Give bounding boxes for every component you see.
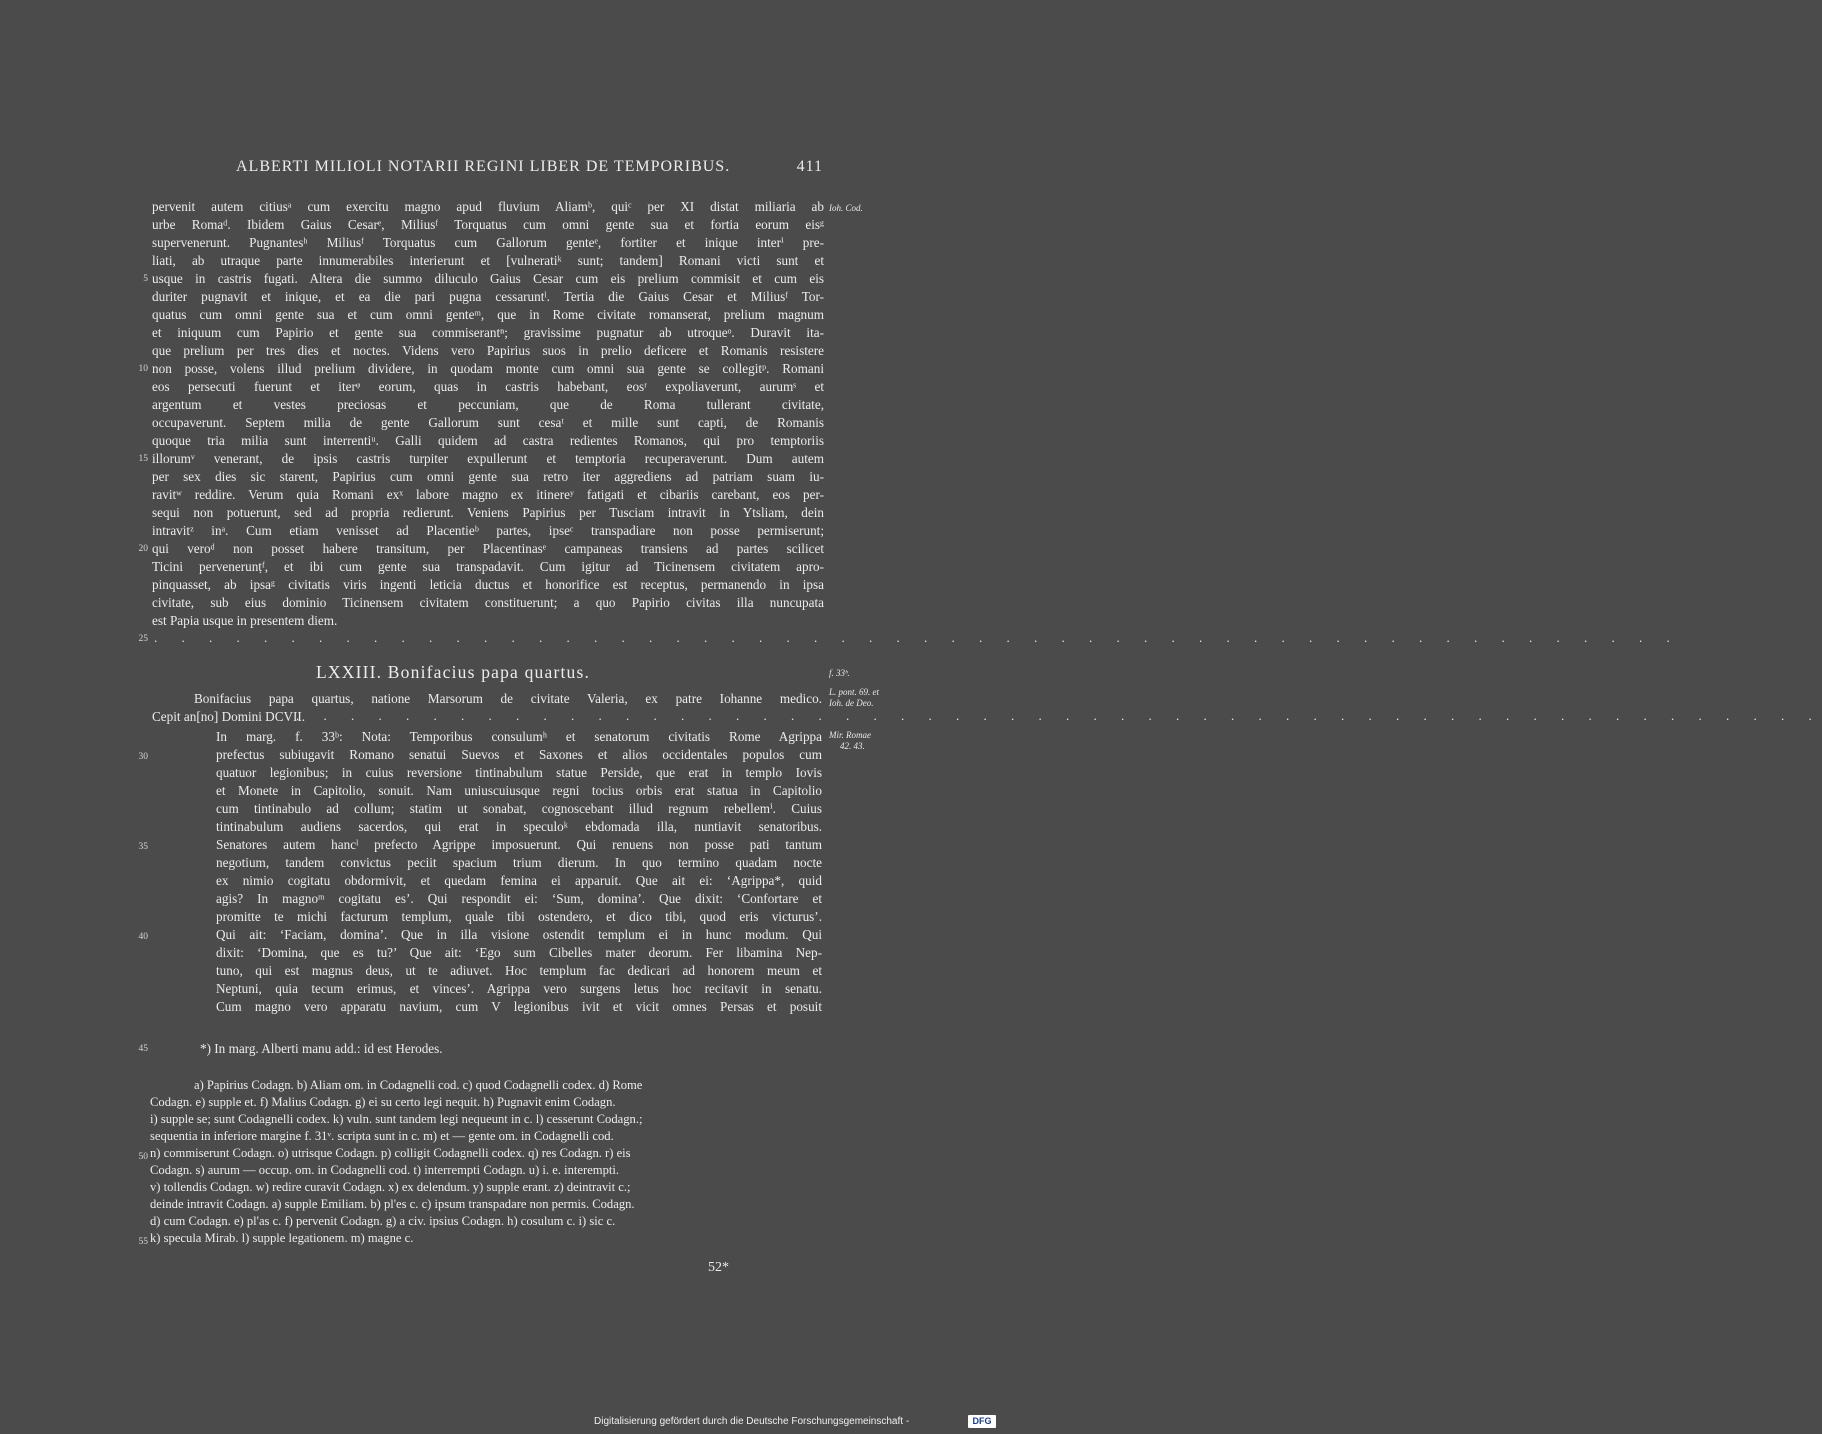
apparatus-line: n) commiserunt Codagn. o) utrisque Codagn. p) colligit Codagnelli codex. q) res Codagn. r) eis — [150, 1146, 631, 1160]
chapter-intro-line: Bonifacius papa quartus, natione Marsorum de civitate Valeria, ex patre Iohanne medico. — [194, 691, 822, 706]
margin-source-note: Mir. Romae — [829, 730, 871, 740]
text-line: duriter pugnavit et inique, et ea die pari pugna cessaruntˡ. Tertia die Gaius Cesar et Miliusᶠ Tor- — [152, 289, 824, 304]
text-line: Neptuni, quia tecum erimus, et vinces’. Agrippa vero surgens letus hoc recitavit in senatu. — [216, 981, 822, 996]
funding-credit: Digitalisierung gefördert durch die Deutsche Forschungsgemeinschaft - — [594, 1416, 910, 1427]
text-line: supervenerunt. Pugnantesʰ Miliusᶠ Torquatus cum Gallorum genteᵉ, fortiter et inique interⁱ pre- — [152, 235, 824, 250]
ellipsis-line: . . . . . . . . . . . . . . . . . . . . . . . . . . . . . . . . . . . . . . . . . . . . . . . . . . . . . . . . — [154, 630, 1681, 645]
line-number: 40 — [138, 932, 148, 942]
apparatus-line: sequentia in inferiore margine f. 31ᵛ. scripta sunt in c. m) et — gente om. in Codagnelli cod. — [150, 1129, 614, 1143]
text-line: promitte te michi facturum templum, quale tibi ostendero, et dico tibi, quod eris victurus’. — [216, 909, 822, 924]
text-line: tuno, qui est magnus deus, ut te adiuvet. Hoc templum fac dedicari ad honorem meum et — [216, 963, 822, 978]
ellipsis-line: . . . . . . . . . . . . . . . . . . . . . . . . . . . . . . . . . . . . . . . . . . . . . . . . . . . . . . . . — [296, 708, 1822, 723]
text-line: quoque tria milia sunt interrentiᵘ. Galli quidem ad castra redientes Romanos, qui pro temptoriis — [152, 433, 824, 448]
line-number: 5 — [143, 274, 148, 284]
text-line: per sex dies sic starent, Papirius cum omni gente sua retro iter aggrediens ad patriam suam iu- — [152, 469, 824, 484]
text-line: illorumᵛ venerant, de ipsis castris turpiter expullerunt et temptoria recuperaverunt. Dum autem — [152, 451, 824, 466]
text-line: sequi non potuerunt, sed ad propria redierunt. Veniens Papirius per Tusciam intravit in Ytsliam, dein — [152, 505, 824, 520]
text-line: pervenit autem citiusᵃ cum exercitu magno apud fluvium Aliamᵇ, quiᶜ per XI distat miliaria ab — [152, 199, 824, 214]
text-line: argentum et vestes preciosas et peccuniam, que de Roma tullerant civitate, — [152, 397, 824, 412]
apparatus-line: i) supple se; sunt Codagnelli codex. k) vuln. sunt tandem legi nequeunt in c. l) cesserunt Codagn.; — [150, 1112, 643, 1126]
star-footnote: *) In marg. Alberti manu add.: id est Herodes. — [200, 1041, 443, 1056]
text-line: tintinabulum audiens sacerdos, qui erat in speculoᵏ ebdomada illa, nuntiavit senatoribus. — [216, 819, 822, 834]
line-number: 20 — [138, 544, 148, 554]
text-line: qui verоᵈ non posset habere transitum, per Placentinasᵉ campaneas transiens ad partes scilicet — [152, 541, 824, 556]
apparatus-line: k) specula Mirab. l) supple legationem. m) magne c. — [150, 1231, 414, 1245]
line-number: 15 — [138, 454, 148, 464]
text-line: prefectus subiugavit Romano senatui Suevos et Saxones et alios occidentales populos cum — [216, 747, 822, 762]
text-line: quatus cum omni gente sua et cum omni genteᵐ, que in Rome civitate romanserat, prelium magnum — [152, 307, 824, 322]
sheet-signature: 52* — [708, 1260, 729, 1275]
text-line: que prelium per tres dies et noctes. Videns vero Papirius suos in prelio deficere et Romanis resistere — [152, 343, 824, 358]
text-line: In marg. f. 33ᵇ: Nota: Temporibus consulumʰ et senatorum civitatis Rome Agrippa — [216, 729, 822, 744]
line-number: 35 — [138, 842, 148, 852]
text-line: Senatores autem hancˡ prefecto Agrippe imposuerunt. Qui renuens non posse pati tantum — [216, 837, 822, 852]
text-line: et iniquum cum Papirio et gente sua commiserantⁿ; gravissime pugnatur ab utroqueᵒ. Duravit ita- — [152, 325, 824, 340]
line-number: 30 — [138, 752, 148, 762]
apparatus-line: Codagn. e) supple et. f) Malius Codagn. g) ei su certo legi nequit. h) Pugnavit enim Codagn. — [150, 1095, 616, 1109]
apparatus-line: deinde intravit Codagn. a) supple Emiliam. b) pl'es c. c) ipsum transpadare non permis. Codagn. — [150, 1197, 635, 1211]
text-line: cum tintinabulo ad collum; statim ut sonabat, cognoscebant illud regnum rebellemⁱ. Cuius — [216, 801, 822, 816]
text-line: pinquasset, ab ipsaᵍ civitatis viris ingenti leticia ductus et honorifice est receptus, permanendo in ipsa — [152, 577, 824, 592]
text-line: non posse, volens illud prelium dividere, in quodam monte cum omni sua gente se collegitᵖ. Romani — [152, 361, 824, 376]
text-line: intravitᶻ inᵃ. Cum etiam venisset ad Placentieᵇ partes, ipseᶜ transpadiare non posse permiserunt; — [152, 523, 824, 538]
margin-source-note: 42. 43. — [840, 741, 865, 751]
text-line: civitate, sub eius dominio Ticinensem civitatem constituerunt; a quo Papirio civitas illa nuncupata — [152, 595, 824, 610]
text-line: Ticini pervenerunṭᶠ, et ibi cum gente sua transpadavit. Cum igitur ad Ticinensem civitatem apro- — [152, 559, 824, 574]
dfg-logo: DFG — [968, 1415, 996, 1428]
text-line: quatuor legionibus; in cuius reversione tintinabulum statue Perside, que erat in templo Iovis — [216, 765, 822, 780]
text-line: urbe Romaᵈ. Ibidem Gaius Cesarᵉ, Miliusᶠ Torquatus cum omni gente sua et fortia eorum eisᵍ — [152, 217, 824, 232]
text-line: Cum magno vero apparatu navium, cum V legionibus ivit et vicit omnes Persas et posuit — [216, 999, 822, 1014]
text-line: occupaverunt. Septem milia de gente Gallorum sunt cesaᵗ et mille sunt capti, de Romanis — [152, 415, 824, 430]
margin-source-note: Ioh. de Deo. — [829, 698, 874, 708]
chapter-heading: LXXIII. Bonifacius papa quartus. — [316, 662, 591, 682]
line-number: 55 — [138, 1237, 148, 1247]
line-number: 45 — [138, 1044, 148, 1054]
text-line: agis? In magnoᵐ cogitatu es’. Qui respondit ei: ‘Sum, domina’. Que dixit: ‘Confortare et — [216, 891, 822, 906]
running-title: ALBERTI MILIOLI NOTARII REGINI LIBER DE TEMPORIBUS. — [236, 158, 731, 175]
text-line: ravitʷ reddire. Verum quia Romani exˣ labore magno ex itinereʸ fatigati et cibariis carebant, eos per- — [152, 487, 824, 502]
text-line: negotium, tandem convictus peciit spacium trium dierum. In quo termino quadam nocte — [216, 855, 822, 870]
line-number: 25 — [138, 634, 148, 644]
page-number: 411 — [796, 158, 823, 175]
apparatus-line: v) tollendis Codagn. w) redire curavit Codagn. x) ex delendum. y) supple erant. z) deintravit c.; — [150, 1180, 631, 1194]
text-line: liati, ab utraque parte innumerabiles interierunt et [vulneratiᵏ sunt; tandem] Romani victi sunt et — [152, 253, 824, 268]
apparatus-line: Codagn. s) aurum — occup. om. in Codagnelli cod. t) interrempti Codagn. u) i. e. interempti. — [150, 1163, 620, 1177]
text-line: usque in castris fugati. Altera die summo diluculo Gaius Cesar cum eis prelium commisit et cum eis — [152, 271, 824, 286]
line-number: 50 — [138, 1152, 148, 1162]
margin-folio-note: f. 33ᵇ. — [829, 668, 850, 678]
apparatus-line: a) Papirius Codagn. b) Aliam om. in Codagnelli cod. c) quod Codagnelli codex. d) Rome — [194, 1078, 643, 1092]
margin-source-note: Ioh. Cod. — [829, 203, 863, 213]
apparatus-line: d) cum Codagn. e) pl'as c. f) pervenit Codagn. g) a civ. ipsius Codagn. h) cosulum c. i) sic c. — [150, 1214, 616, 1228]
text-line: ex nimio cogitatu obdormivit, et quedam femina ei apparuit. Que ait ei: ‘Agrippa*, quid — [216, 873, 822, 888]
margin-source-note: L. pont. 69. et — [829, 687, 880, 697]
text-line: est Papia usque in presentem diem. — [152, 613, 338, 628]
text-line: Qui ait: ‘Faciam, domina’. Que in illa visione ostendit templum ei in hunc modum. Qui — [216, 927, 822, 942]
chapter-intro-line: Cepit an[no] Domini DCVII. — [152, 709, 306, 724]
line-number: 10 — [138, 364, 148, 374]
text-line: et Monete in Capitolio, sonuit. Nam uniuscuiusque regni tocius orbis erat statua in Capitolio — [216, 783, 822, 798]
text-line: dixit: ‘Domina, que es tu?’ Que ait: ‘Ego sum Cibelles mater deorum. Fer libamina Nep- — [216, 945, 822, 960]
running-header — [150, 158, 823, 180]
text-line: eos persecuti fuerunt et iterᵠ eorum, quas in castris habebant, eosʳ expoliaverunt, aurumˢ et — [152, 379, 824, 394]
